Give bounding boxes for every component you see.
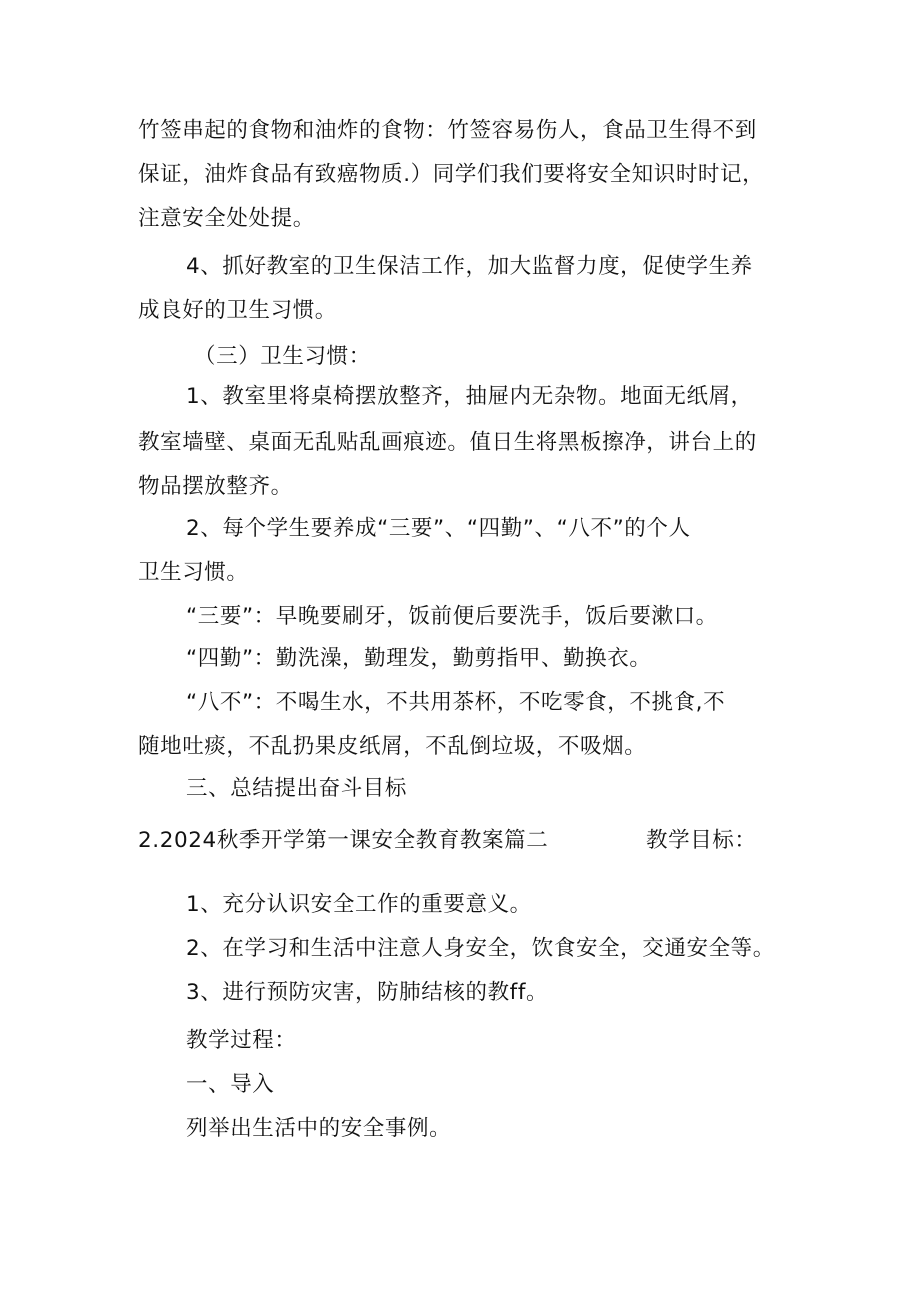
text-line-10: 2、每个学生要养成“三要”、“四勤”、“八不”的个人 [186, 516, 691, 541]
text-line-24: 列举出生活中的安全事例。 [186, 1116, 452, 1141]
text-line-7: 1、教室里将桌椅摆放整齐，抽屉内无杂物。地面无纸屑， [186, 384, 753, 409]
text-line-11: 卫生习惯。 [138, 560, 249, 585]
section-heading-summary: 三、总结提出奋斗目标 [186, 776, 408, 801]
text-line-9: 物品摆放整齐。 [138, 474, 293, 499]
teaching-goals-heading: 教学目标： [646, 828, 757, 853]
text-line-4: 4、抓好教室的卫生保洁工作，加大监督力度，促使学生养 [186, 254, 753, 279]
section-heading-hygiene-habits: （三）卫生习惯： [194, 344, 371, 369]
text-line-2: 保证，油炸食品有致癌物质.）同学们我们要将安全知识时时记， [138, 162, 765, 187]
text-line-three-musts: “三要”：早晚要刷牙，饭前便后要洗手，饭后要漱口。 [186, 604, 718, 629]
text-line-four-diligences: “四勤”：勤洗澡，勤理发，勤剪指甲、勤换衣。 [186, 646, 652, 671]
lesson-plan-title: 2.2024秋季开学第一课安全教育教案篇二 [138, 828, 549, 853]
text-line-3: 注意安全处处提。 [138, 206, 315, 231]
text-line-1: 竹签串起的食物和油炸的食物：竹签容易伤人，食品卫生得不到 [138, 118, 757, 143]
text-line-5: 成良好的卫生习惯。 [138, 298, 337, 323]
goal-item-3: 3、进行预防灾害，防肺结核的教ff。 [186, 980, 549, 1005]
text-line-eight-donts: “八不”：不喝生水，不共用茶杯，不吃零食，不挑食,不 [186, 690, 726, 715]
text-line-8: 教室墙壁、桌面无乱贴乱画痕迹。值日生将黑板擦净，讲台上的 [138, 430, 757, 455]
goal-item-2: 2、在学习和生活中注意人身安全，饮食安全，交通安全等。 [186, 936, 775, 961]
teaching-process-heading: 教学过程： [186, 1028, 297, 1053]
section-heading-introduction: 一、导入 [186, 1072, 275, 1097]
goal-item-1: 1、充分认识安全工作的重要意义。 [186, 892, 532, 917]
text-line-15: 随地吐痰，不乱扔果皮纸屑，不乱倒垃圾，不吸烟。 [138, 734, 647, 759]
